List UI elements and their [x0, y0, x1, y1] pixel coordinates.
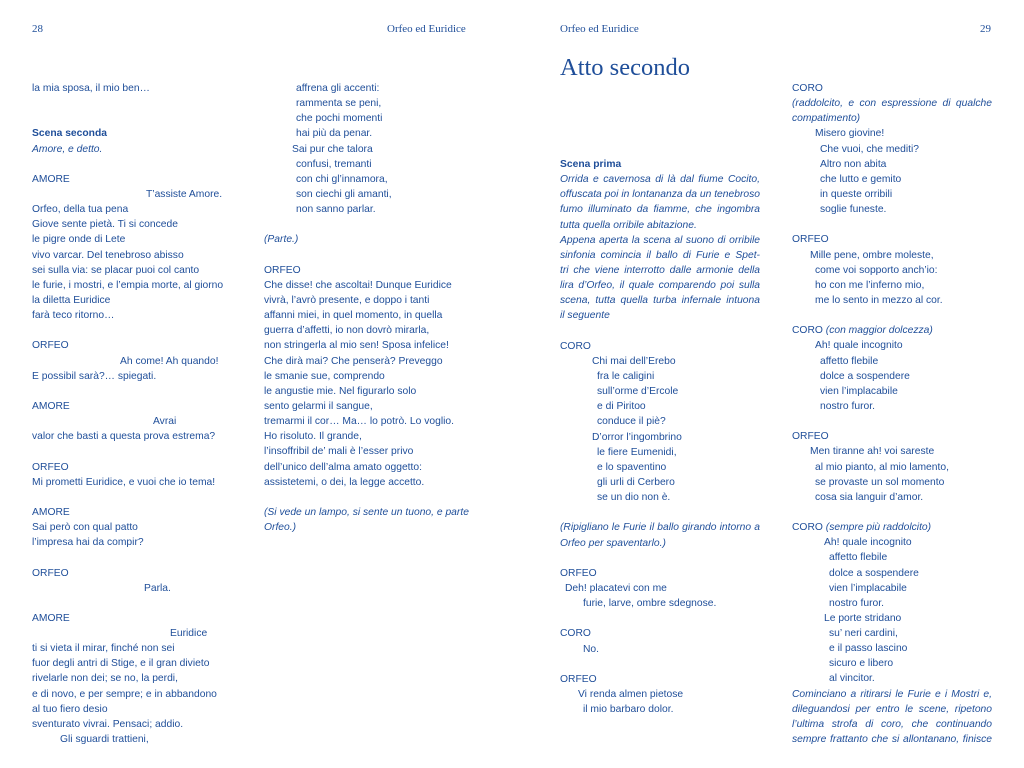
verse-line: dolce a sospendere: [820, 370, 910, 382]
verse-line: e il passo lascino: [829, 643, 908, 655]
stage-direction: fumo illuminato da fiamme, che ingombra: [560, 204, 760, 216]
speaker-label: ORFEO: [792, 234, 829, 246]
verse-line: ti si vieta il mirar, finché non sei: [32, 643, 175, 655]
verse-line: vivo varcar. Del tenebroso abisso: [32, 249, 184, 261]
verse-line: al tuo fiero desio: [32, 703, 108, 715]
scene-heading: Scena prima: [560, 159, 622, 170]
verse-line: se provaste un sol momento: [815, 476, 945, 488]
stage-direction: lira d’Orfeo, il quale comparendo poi sulla: [560, 280, 760, 292]
verse-line: la mia sposa, il mio ben…: [32, 83, 150, 94]
verse-line: Sai pur che talora: [292, 143, 373, 155]
speaker-label: CORO: [560, 340, 591, 352]
verse-line: non stringerla al mio sen! Sposa infelice!: [264, 340, 449, 352]
stage-direction: dileguandosi per entro le scene, ripetono: [792, 703, 992, 715]
verse-line: hai più da penar.: [296, 128, 373, 140]
verse-line: come voi sopporto anch’io:: [815, 264, 938, 276]
verse-line: su’ neri cardini,: [829, 628, 898, 640]
verse-line: affetto flebile: [829, 552, 888, 564]
verse-line: Che vuoi, che mediti?: [820, 143, 920, 155]
verse-line: le pigre onde di Lete: [32, 234, 126, 246]
speaker-label: AMORE: [32, 173, 70, 185]
verse-line: Che disse! che ascoltai! Dunque Euridice: [264, 279, 452, 291]
verse-line: Ho risoluto. Il grande,: [264, 431, 362, 443]
stage-direction: Orrida e cavernosa di là dal fiume Cocito,: [560, 174, 760, 186]
verse-line: al mio pianto, al mio lamento,: [815, 461, 949, 473]
verse-line: Misero giovine!: [815, 128, 885, 140]
left-page-column-2: [264, 81, 474, 535]
stage-direction: Appena aperta la scena al suono di orribile: [560, 234, 760, 246]
verse-line: nostro furor.: [829, 597, 884, 609]
act-title: Atto secondo: [560, 54, 690, 81]
stage-direction: l’ultima strofa di coro, che continuando: [792, 718, 992, 730]
stage-direction: Orfeo per spaventarlo.): [560, 537, 666, 549]
stage-direction: (Ripigliano le Furie il ballo girando intorno a: [560, 522, 760, 534]
stage-direction: tri che viene interrotto dalle armonie della: [560, 264, 760, 276]
verse-line: Altro non abita: [820, 158, 887, 170]
verse-line: se un dio non è.: [597, 492, 671, 504]
verse-line: sei sulla via: se placar puoi col canto: [32, 264, 200, 276]
verse-line: in queste orribili: [820, 188, 893, 200]
verse-line: vien l’implacabile: [820, 385, 898, 397]
verse-line: soglie funeste.: [820, 204, 887, 216]
verse-line: l’impresa hai da compir?: [32, 537, 144, 549]
speaker-label: CORO: [560, 628, 591, 640]
verse-line: Deh! placatevi con me: [565, 582, 667, 594]
verse-line: confusi, tremanti: [296, 158, 372, 170]
verse-line: che lutto e gemito: [820, 173, 902, 185]
verse-line: T’assiste Amore.: [146, 188, 223, 200]
verse-line: le angustie mie. Nel figurarlo solo: [264, 385, 417, 397]
verse-line: affetto flebile: [820, 355, 879, 367]
right-page-column-2: [792, 81, 992, 747]
verse-line: Parla.: [144, 582, 171, 594]
verse-line: la diletta Euridice: [32, 294, 111, 306]
speaker-label: AMORE: [32, 612, 70, 624]
verse-line: No.: [583, 643, 600, 655]
verse-line: Ah! quale incognito: [815, 340, 903, 352]
verse-line: Sai però con qual patto: [32, 522, 138, 534]
verse-line: Orfeo, della tua pena: [32, 204, 129, 216]
verse-line: fra le caligini: [597, 370, 655, 382]
verse-line: vivrà, l’avrò presente, e doppo i tanti: [264, 294, 430, 306]
speaker-label: CORO: [792, 83, 823, 94]
verse-line: Mi prometti Euridice, e vuoi che io tema!: [32, 476, 216, 488]
verse-line: Che dirà mai? Che penserà? Preveggo: [264, 355, 443, 367]
verse-line: E possibil sarà?… spiegati.: [32, 370, 157, 382]
stage-direction: il seguente: [560, 310, 610, 322]
verse-line: tremarmi il cor… Ma… lo potrò. Lo voglio.: [264, 416, 454, 428]
verse-line: Gli sguardi trattieni,: [60, 734, 149, 746]
verse-line: gli urli di Cerbero: [597, 476, 675, 488]
verse-line: l’insoffribil de’ mali è l’esser privo: [264, 446, 414, 458]
stage-direction: sinfonia comincia il ballo di Furie e Spet-: [560, 249, 760, 261]
verse-line: Giove sente pietà. Ti si concede: [32, 219, 178, 231]
left-page-column-1: [32, 81, 227, 747]
verse-line: e di Piritoo: [597, 401, 646, 413]
verse-line: sento gelarmi il sangue,: [264, 400, 373, 412]
speaker-label: AMORE: [32, 506, 70, 518]
verse-line: Chi mai dell’Erebo: [592, 355, 676, 367]
verse-line: Mille pene, ombre moleste,: [810, 249, 934, 261]
verse-line: dell’unico dell’alma amato oggetto:: [264, 461, 422, 473]
verse-line: le fiere Eumenidi,: [597, 446, 677, 458]
verse-line: che pochi momenti: [296, 113, 383, 125]
verse-line: non sanno parlar.: [296, 204, 376, 216]
verse-line: le furie, i mostri, e l’empia morte, al giorno: [32, 279, 224, 291]
speaker-label: ORFEO: [560, 567, 597, 579]
verse-line: Vi renda almen pietose: [578, 688, 684, 700]
stage-direction: (Si vede un lampo, si sente un tuono, e parte: [264, 506, 469, 518]
speaker-label: CORO: [792, 325, 823, 337]
verse-line: rammenta se peni,: [296, 98, 382, 110]
right-page-number: 29: [980, 23, 991, 35]
verse-line: furie, larve, ombre sdegnose.: [583, 598, 717, 610]
stage-direction: offuscata poi in lontananza da un tenebroso: [560, 189, 760, 201]
stage-direction: (Parte.): [264, 234, 299, 246]
speaker-label: ORFEO: [32, 461, 69, 473]
speaker-label: ORFEO: [792, 431, 829, 443]
speaker-line: [792, 520, 992, 535]
verse-line: D’orror l’ingombrino: [592, 431, 682, 443]
verse-line: Men tiranne ah! voi sareste: [810, 446, 935, 458]
left-page-number: 28: [32, 23, 43, 35]
scene-heading: Scena seconda: [32, 128, 107, 140]
verse-line: e di novo, e per sempre; e in abbandono: [32, 688, 217, 700]
speaker-label: AMORE: [32, 400, 70, 412]
stage-direction: (sempre più raddolcito): [825, 522, 932, 534]
verse-line: e lo spaventino: [597, 461, 667, 473]
verse-line: con chi gl’innamora,: [296, 173, 388, 185]
verse-line: le smanie sue, comprendo: [264, 370, 385, 382]
stage-direction: Orfeo.): [264, 522, 297, 534]
verse-line: sventurato vivrai. Pensaci; addio.: [32, 718, 184, 730]
verse-line: ho con me l’inferno mio,: [815, 279, 925, 291]
verse-line: Euridice: [170, 628, 208, 640]
stage-direction: (con maggior dolcezza): [825, 325, 933, 337]
stage-direction: sempre frattanto che si allontanano, finisce: [792, 734, 992, 746]
verse-line: Avrai: [153, 416, 177, 428]
right-running-title: Orfeo ed Euridice: [560, 23, 639, 35]
verse-line: affanni miei, in quel momento, in quella: [264, 310, 443, 322]
speaker-line: [792, 323, 992, 338]
verse-line: farà teco ritorno…: [32, 310, 115, 322]
stage-direction: tutta quella orribile abitazione.: [560, 219, 697, 231]
stage-direction: (raddolcito, e con espressione di qualche: [792, 98, 992, 110]
verse-line: al vincitor.: [829, 673, 875, 685]
stage-direction: Amore, e detto.: [32, 143, 103, 155]
verse-line: rivelarle non dei; se no, la perdi,: [32, 673, 178, 685]
verse-line: dolce a sospendere: [829, 567, 919, 579]
left-running-title: Orfeo ed Euridice: [387, 23, 466, 35]
verse-line: Ah come! Ah quando!: [120, 355, 219, 367]
stage-direction: compatimento): [792, 113, 861, 125]
verse-line: guerra d’affetti, io non dovrò mirarla,: [264, 325, 430, 337]
stage-direction: Cominciano a ritirarsi le Furie e i Mostri e,: [792, 688, 992, 700]
verse-line: conduce il piè?: [597, 416, 666, 428]
verse-line: son ciechi gli amanti,: [296, 188, 392, 200]
verse-line: affrena gli accenti:: [296, 83, 380, 94]
verse-line: Ah! quale incognito: [824, 537, 912, 549]
verse-line: il mio barbaro dolor.: [583, 704, 674, 716]
verse-line: sicuro e libero: [829, 658, 894, 670]
speaker-label: ORFEO: [560, 673, 597, 685]
speaker-label: ORFEO: [32, 567, 69, 579]
verse-line: assistetemi, o dei, la legge accetto.: [264, 476, 425, 488]
speaker-label: ORFEO: [32, 340, 69, 352]
verse-line: Le porte stridano: [824, 612, 902, 624]
right-page-column-1: [560, 157, 760, 717]
speaker-label: CORO: [792, 522, 823, 534]
verse-line: valor che basti a questa prova estrema?: [32, 431, 216, 443]
verse-line: fuor degli antri di Stige, e il gran divieto: [32, 658, 210, 670]
verse-line: sull’orme d’Ercole: [597, 386, 679, 398]
stage-direction: scena, tutta quella turba infernale intuona: [560, 295, 760, 307]
verse-line: nostro furor.: [820, 400, 875, 412]
verse-line: me lo sento in mezzo al cor.: [815, 294, 943, 306]
speaker-label: ORFEO: [264, 264, 301, 276]
verse-line: vien l’implacabile: [829, 582, 907, 594]
verse-line: cosa sia languir d’amor.: [815, 491, 924, 503]
